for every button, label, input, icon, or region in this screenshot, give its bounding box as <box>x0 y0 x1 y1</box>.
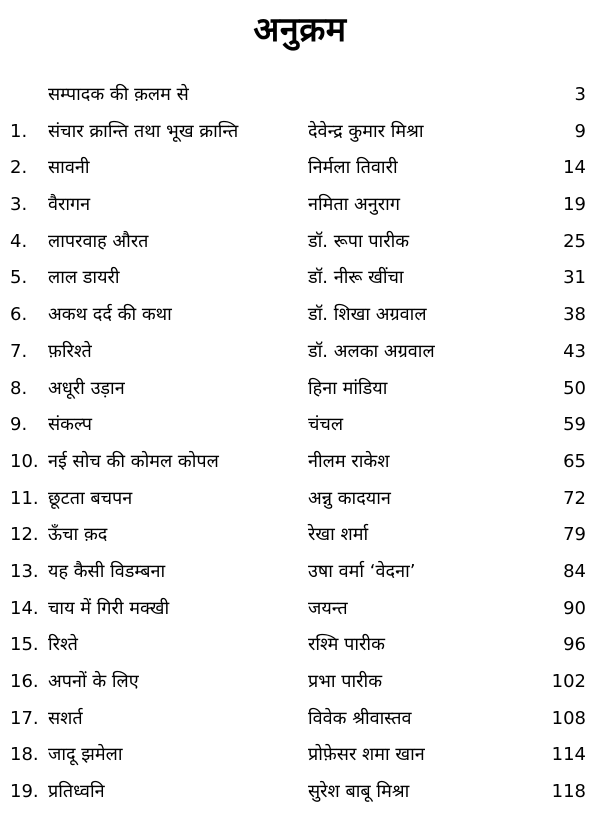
toc-entry <box>0 340 600 377</box>
entry-author: उषा वर्मा ‘वेदना’ <box>308 560 416 582</box>
entry-author: देवेन्द्र कुमार मिश्रा <box>308 120 424 142</box>
entry-number: 14. <box>10 597 39 619</box>
toc-entry <box>0 670 600 707</box>
entry-page-number: 65 <box>563 450 586 472</box>
entry-page-number: 3 <box>574 84 586 105</box>
entry-page-number: 31 <box>563 267 586 289</box>
toc-entry <box>0 413 600 450</box>
entry-title: सम्पादक की क़लम से <box>48 84 189 105</box>
entry-page-number: 25 <box>563 230 586 252</box>
entry-number: 18. <box>10 744 39 766</box>
entry-title: सशर्त <box>48 707 83 729</box>
entry-title: संचार क्रान्ति तथा भूख क्रान्ति <box>48 120 239 142</box>
entry-number: 4. <box>10 230 28 252</box>
entry-number: 1. <box>10 120 28 142</box>
entry-author: जयन्त <box>308 597 348 619</box>
entry-page-number: 114 <box>551 744 586 766</box>
entry-number: 12. <box>10 524 39 546</box>
entry-title: लापरवाह औरत <box>48 230 149 252</box>
entry-page-number: 108 <box>551 707 586 729</box>
entry-title: रिश्ते <box>48 634 78 656</box>
entry-number: 3. <box>10 194 28 216</box>
toc-entry <box>0 633 600 670</box>
toc-entry <box>0 266 600 303</box>
entry-number: 9. <box>10 414 28 436</box>
entry-number: 10. <box>10 450 39 472</box>
toc-entry <box>0 780 600 817</box>
entry-title: लाल डायरी <box>48 267 120 289</box>
entry-title: सावनी <box>48 157 90 179</box>
entry-number: 6. <box>10 304 28 326</box>
entry-title: अपनों के लिए <box>48 671 139 692</box>
entry-number: 13. <box>10 560 39 582</box>
entry-page-number: 14 <box>563 157 586 179</box>
toc-entry <box>0 230 600 267</box>
toc-entry <box>0 743 600 780</box>
entry-page-number: 90 <box>563 597 586 619</box>
entry-number: 17. <box>10 707 39 729</box>
toc-entry <box>0 303 600 340</box>
toc-entry <box>0 597 600 634</box>
entry-title: अकथ दर्द की कथा <box>48 304 172 326</box>
entry-page-number: 79 <box>563 524 586 546</box>
entry-title: प्रतिध्वनि <box>48 781 105 803</box>
entry-title: संकल्प <box>48 414 92 436</box>
toc-entry <box>0 487 600 524</box>
toc-entry <box>0 156 600 193</box>
entry-page-number: 84 <box>563 560 586 582</box>
entry-page-number: 38 <box>563 304 586 326</box>
entry-title: नई सोच की कोमल कोपल <box>48 450 219 472</box>
entry-number: 19. <box>10 781 39 803</box>
entry-title: वैरागन <box>48 194 91 216</box>
toc-list <box>0 83 600 817</box>
entry-author: डॉ. शिखा अग्रवाल <box>308 304 427 326</box>
entry-number: 8. <box>10 377 28 399</box>
entry-number: 2. <box>10 157 28 179</box>
entry-author: सुरेश बाबू मिश्रा <box>308 781 410 803</box>
entry-title: ऊँचा क़द <box>48 524 108 546</box>
toc-entry <box>0 83 600 120</box>
entry-author: प्रभा पारीक <box>308 671 383 692</box>
entry-number: 7. <box>10 340 28 362</box>
entry-page-number: 50 <box>563 377 586 399</box>
entry-author: अन्नु कादयान <box>308 487 391 509</box>
entry-page-number: 96 <box>563 634 586 656</box>
entry-title: फ़रिश्ते <box>48 340 92 362</box>
entry-author: निर्मला तिवारी <box>308 157 398 179</box>
entry-page-number: 118 <box>551 781 586 803</box>
entry-page-number: 59 <box>563 414 586 436</box>
entry-author: विवेक श्रीवास्तव <box>308 707 412 729</box>
entry-page-number: 102 <box>551 671 586 692</box>
entry-number: 11. <box>10 487 39 509</box>
toc-entry <box>0 193 600 230</box>
entry-author: नीलम राकेश <box>308 450 390 472</box>
entry-title: जादू झमेला <box>48 744 123 766</box>
entry-number: 5. <box>10 267 28 289</box>
entry-title: यह कैसी विडम्बना <box>48 560 166 582</box>
entry-title: अधूरी उड़ान <box>48 377 125 399</box>
entry-author: डॉ. रूपा पारीक <box>308 230 410 252</box>
entry-author: चंचल <box>308 414 344 436</box>
entry-author: डॉ. अलका अग्रवाल <box>308 340 435 362</box>
entry-title: छूटता बचपन <box>48 487 133 509</box>
toc-entry <box>0 120 600 157</box>
entry-page-number: 43 <box>563 340 586 362</box>
entry-author: डॉ. नीरू खींचा <box>308 267 404 289</box>
entry-page-number: 19 <box>563 194 586 216</box>
toc-entry <box>0 377 600 414</box>
entry-author: प्रोफ़ेसर शमा खान <box>308 744 425 766</box>
page-title: अनुक्रम <box>253 10 347 50</box>
entry-author: रश्मि पारीक <box>308 634 385 656</box>
entry-page-number: 9 <box>574 120 586 142</box>
entry-page-number: 72 <box>563 487 586 509</box>
entry-author: रेखा शर्मा <box>308 524 369 546</box>
entry-author: नमिता अनुराग <box>308 194 400 216</box>
entry-number: 16. <box>10 671 39 692</box>
toc-entry <box>0 450 600 487</box>
entry-number: 15. <box>10 634 39 656</box>
toc-entry <box>0 523 600 560</box>
entry-author: हिना मांडिया <box>308 377 388 399</box>
toc-entry <box>0 707 600 744</box>
toc-entry <box>0 560 600 597</box>
entry-title: चाय में गिरी मक्खी <box>48 597 170 619</box>
